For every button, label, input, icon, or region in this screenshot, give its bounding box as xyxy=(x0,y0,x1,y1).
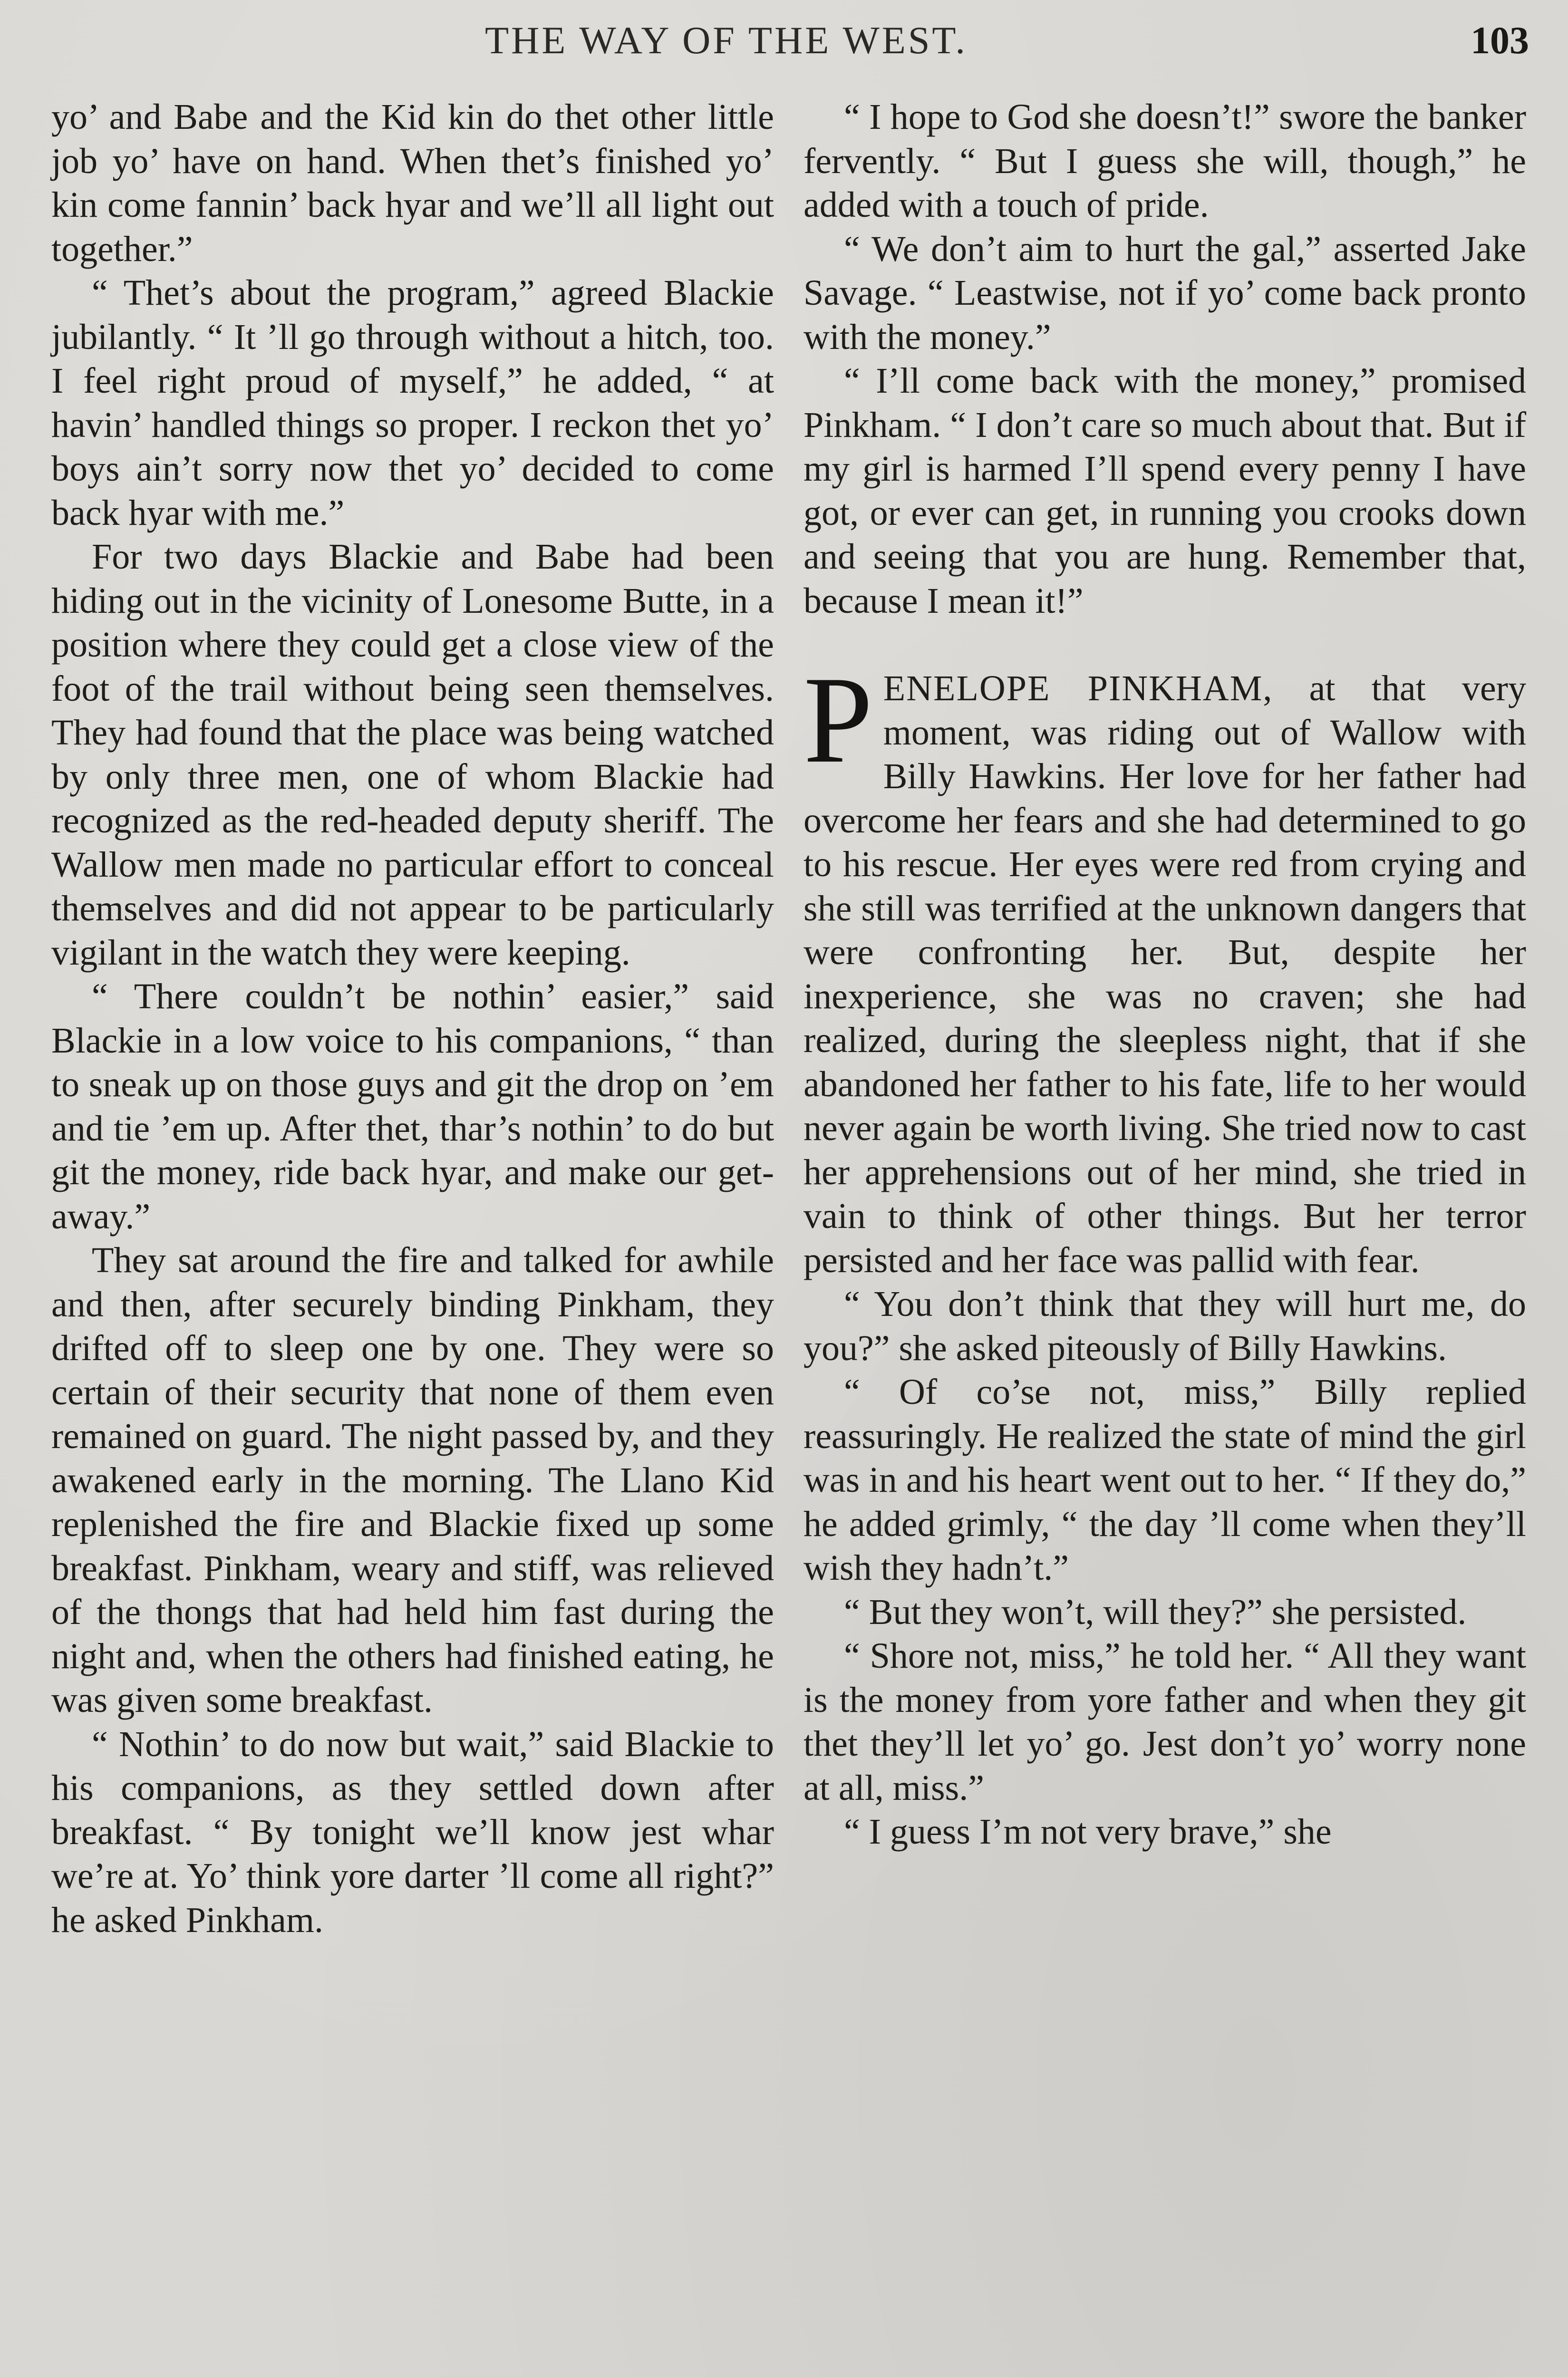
paragraph: “ I hope to God she doesn’t!” swore the banker fervently. “ But I guess she will, though,” he added with a touch of pride. xyxy=(803,97,1526,225)
paragraph: yo’ and Babe and the Kid kin do thet other little job yo’ have on hand. When thet’s finished yo’ kin come fannin’ back hyar and we’ll all light out together.” xyxy=(51,97,774,269)
paragraph: For two days Blackie and Babe had been hiding out in the vicinity of Lonesome Butte, in a position where they could get a close view of the foot of the trail without being seen themselves. They had found that the place was being watched by only three men, one of whom Blackie had recognized as the red-headed deputy sheriff. The Wallow men made no particular effort to conceal themselves and did not appear to be particularly vigilant in the watch they were keeping. xyxy=(51,537,774,973)
paragraph: “ Of co’se not, miss,” Billy replied reassuringly. He realized the state of mind the girl was in and his heart went out to her. “ If they do,” he added grimly, “ the day ’ll come when they’ll wish they hadn’t.” xyxy=(803,1372,1526,1588)
right-column xyxy=(803,95,1526,1854)
paragraph: “ We don’t aim to hurt the gal,” asserted Jake Savage. “ Leastwise, not if yo’ come back pronto with the money.” xyxy=(803,229,1526,357)
paragraph: “ Nothin’ to do now but wait,” said Blackie to his companions, as they settled down after breakfast. “ By tonight we’ll know jest whar we’re at. Yo’ think yore darter ’ll come all right?” he asked Pinkham. xyxy=(51,1724,774,1940)
opening-text: at that very moment, was riding out of Wallow with Billy Hawkins. Her love for her father had overcome her fears and she had determined to go to his rescue. Her eyes were red from crying and she still was terrified at the unknown dangers that were confronting her. But, despite her inexperience, she was no craven; she had realized, during the sleepless night, that if she abandoned her father to his fate, life to her would never again be worth living. She tried now to cast her apprehensions out of her mind, she tried in vain to think of other things. But her terror persisted and her face was pallid with fear. xyxy=(803,668,1526,1280)
left-column xyxy=(51,95,774,1942)
running-title: THE WAY OF THE WEST. xyxy=(485,19,968,62)
paragraph: “ Thet’s about the program,” agreed Blackie jubilantly. “ It ’ll go through without a hitch, too. I feel right proud of myself,” he added, “ at havin’ handled things so proper. I reckon thet yo’ boys ain’t sorry now thet yo’ decided to come back hyar with me.” xyxy=(51,273,774,533)
section-opening-paragraph xyxy=(803,651,1526,1282)
drop-cap-letter: P xyxy=(803,651,873,789)
paragraph: They sat around the fire and talked for awhile and then, after securely binding Pinkham, they drifted off to sleep one by one. They were so certain of their security that none of them even remained on guard. The night passed by, and they awakened early in the morning. The Llano Kid replenished the fire and Blackie fixed up some breakfast. Pinkham, weary and stiff, was relieved of the thongs that had held him fast during the night and, when the others had finished eating, he was given some breakfast. xyxy=(51,1240,774,1720)
paragraph: “ There couldn’t be nothin’ easier,” said Blackie in a low voice to his companions, “ than to sneak up on those guys and git the drop on ’em and tie ’em up. After thet, thar’s nothin’ to do but git the money, ride back hyar, and make our get-away.” xyxy=(51,976,774,1237)
page-header xyxy=(0,18,1568,75)
paragraph: “ But they won’t, will they?” she persisted. xyxy=(844,1592,1467,1632)
paragraph: “ I guess I’m not very brave,” she xyxy=(844,1812,1332,1852)
opening-smallcaps: ENELOPE PINKHAM, xyxy=(883,668,1273,708)
page-number: 103 xyxy=(1471,19,1529,62)
paragraph: “ Shore not, miss,” he told her. “ All they want is the money from yore father and when they git thet they’ll let yo’ go. Jest don’t yo’ worry none at all, miss.” xyxy=(803,1636,1526,1808)
paragraph: “ You don’t think that they will hurt me, do you?” she asked piteously of Billy Hawkins. xyxy=(803,1284,1526,1368)
paragraph: “ I’ll come back with the money,” promised Pinkham. “ I don’t care so much about that. But if my girl is harmed I’ll spend every penny I have got, or ever can get, in running you crooks down and seeing that you are hung. Remember that, because I mean it!” xyxy=(803,361,1526,621)
